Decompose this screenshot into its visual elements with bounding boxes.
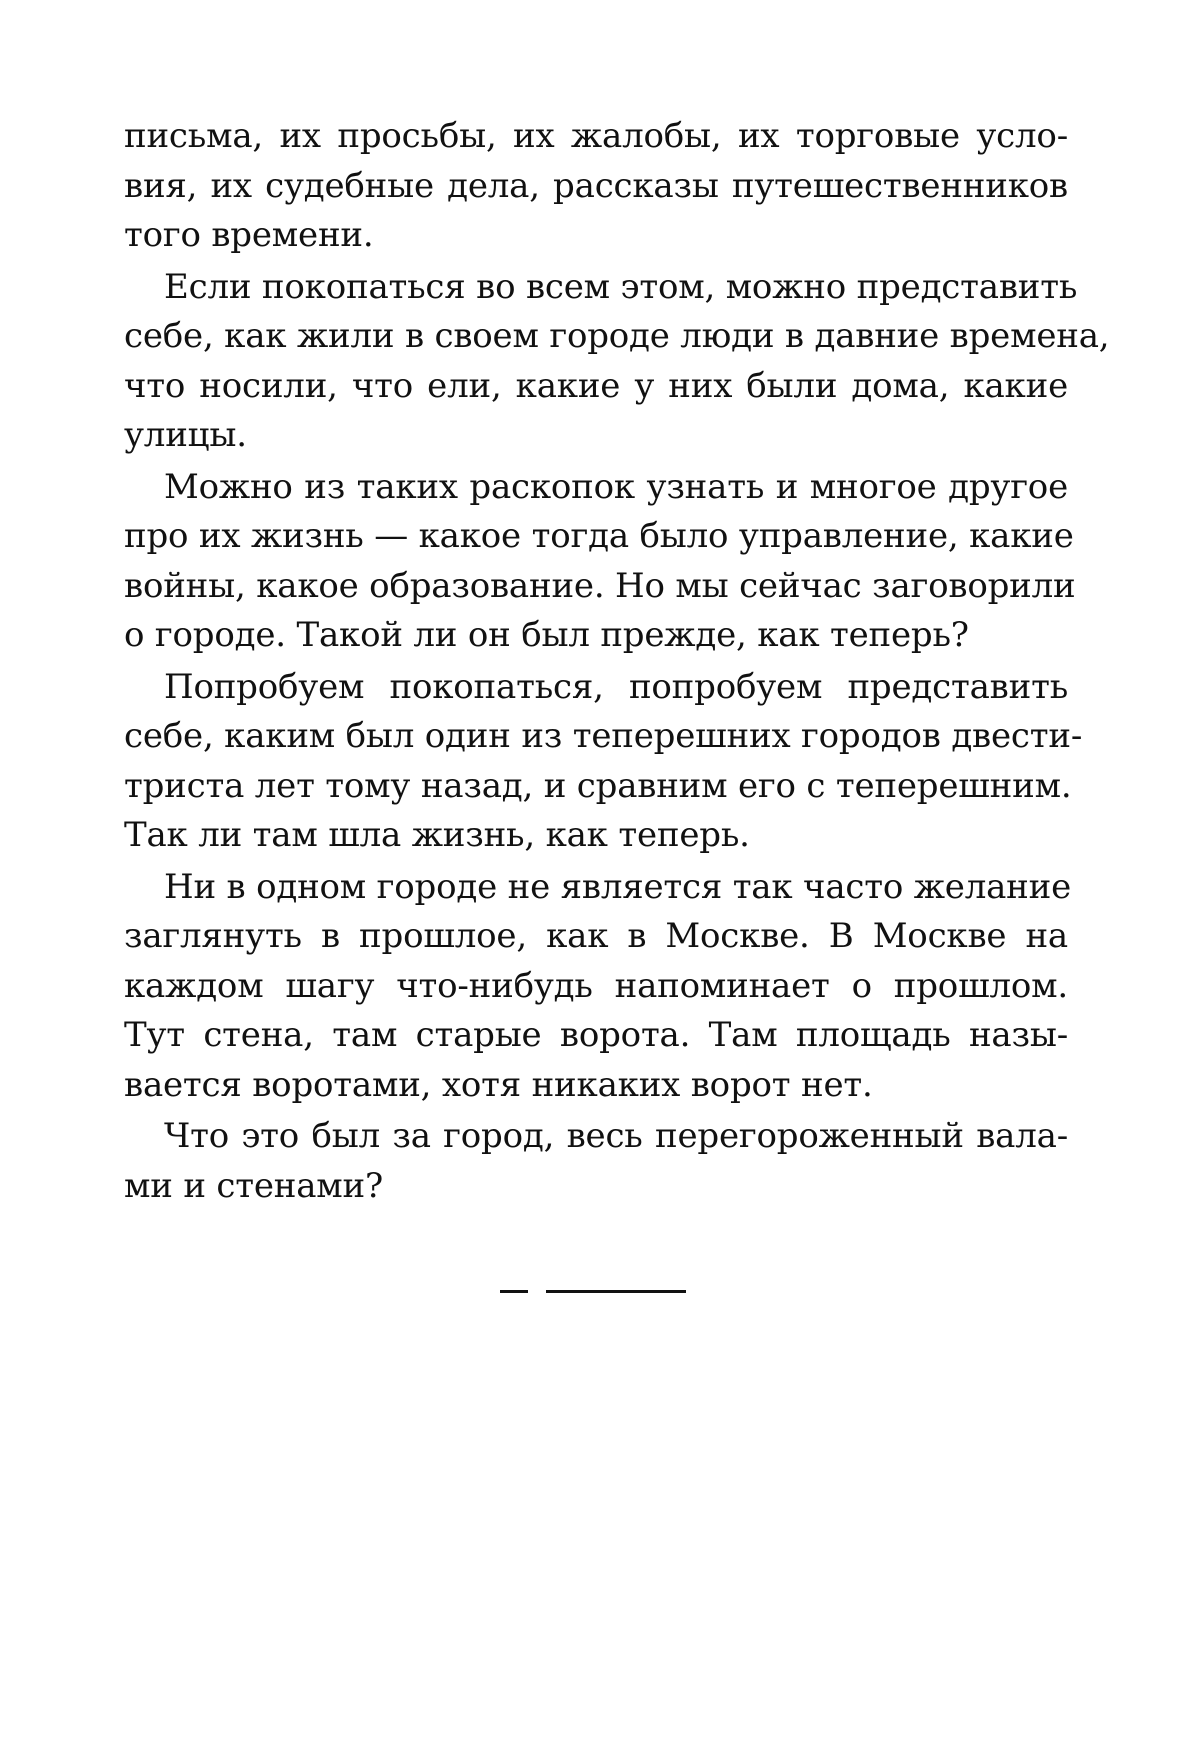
text-line: вия, их судебные дела, рассказы путешественников (124, 165, 1068, 206)
text-line: войны, какое образование. Но мы сейчас заговорили (124, 565, 1076, 606)
text-line: вается воротами, хотя никаких ворот нет. (124, 1064, 873, 1105)
ornament-dash-short (500, 1290, 528, 1293)
paragraph-1 (124, 112, 1068, 261)
text-line: Так ли там шла жизнь, как теперь. (124, 815, 750, 855)
text-line: Можно из таких раскопок узнать и многое другое (164, 466, 1068, 507)
text-line: заглянуть в прошлое, как в Москве. В Москве на (124, 916, 1068, 956)
text-line: что носили, что ели, какие у них были дома, какие (124, 365, 1068, 406)
text-line: Тут стена, там старые ворота. Там площадь назы- (124, 1015, 1068, 1055)
text-line: каждом шагу что-нибудь напоминает о прошлом. (124, 965, 1068, 1006)
section-end-ornament (500, 1288, 686, 1294)
text-line: Если покопаться во всем этом, можно представить (164, 266, 1078, 307)
text-line: про их жизнь — какое тогда было управление, какие (124, 516, 1074, 556)
paragraph-6 (124, 1112, 1068, 1211)
text-line: Что это был за город, весь перегороженный вала- (164, 1116, 1068, 1156)
text-line: Попробуем покопаться, попробуем представить (164, 666, 1068, 707)
paragraph-4 (124, 663, 1083, 861)
paragraph-5 (124, 863, 1072, 1111)
text-line: улицы. (124, 415, 247, 455)
text-line: того времени. (124, 215, 374, 255)
ornament-dash-long (546, 1290, 686, 1293)
body-text (124, 112, 1110, 1211)
text-line: Ни в одном городе не является так часто желание (164, 866, 1072, 907)
text-line: себе, как жили в своем городе люди в давние времена, (124, 316, 1110, 356)
text-line: ми и стенами? (124, 1165, 384, 1206)
text-line: письма, их просьбы, их жалобы, их торговые усло- (124, 116, 1068, 156)
text-line: триста лет тому назад, и сравним его с теперешним. (124, 765, 1072, 806)
text-line: о городе. Такой ли он был прежде, как теперь? (124, 615, 969, 655)
text-line: себе, каким был один из теперешних городов двести- (124, 716, 1083, 756)
paragraph-2 (124, 263, 1110, 461)
paragraph-3 (124, 463, 1076, 661)
